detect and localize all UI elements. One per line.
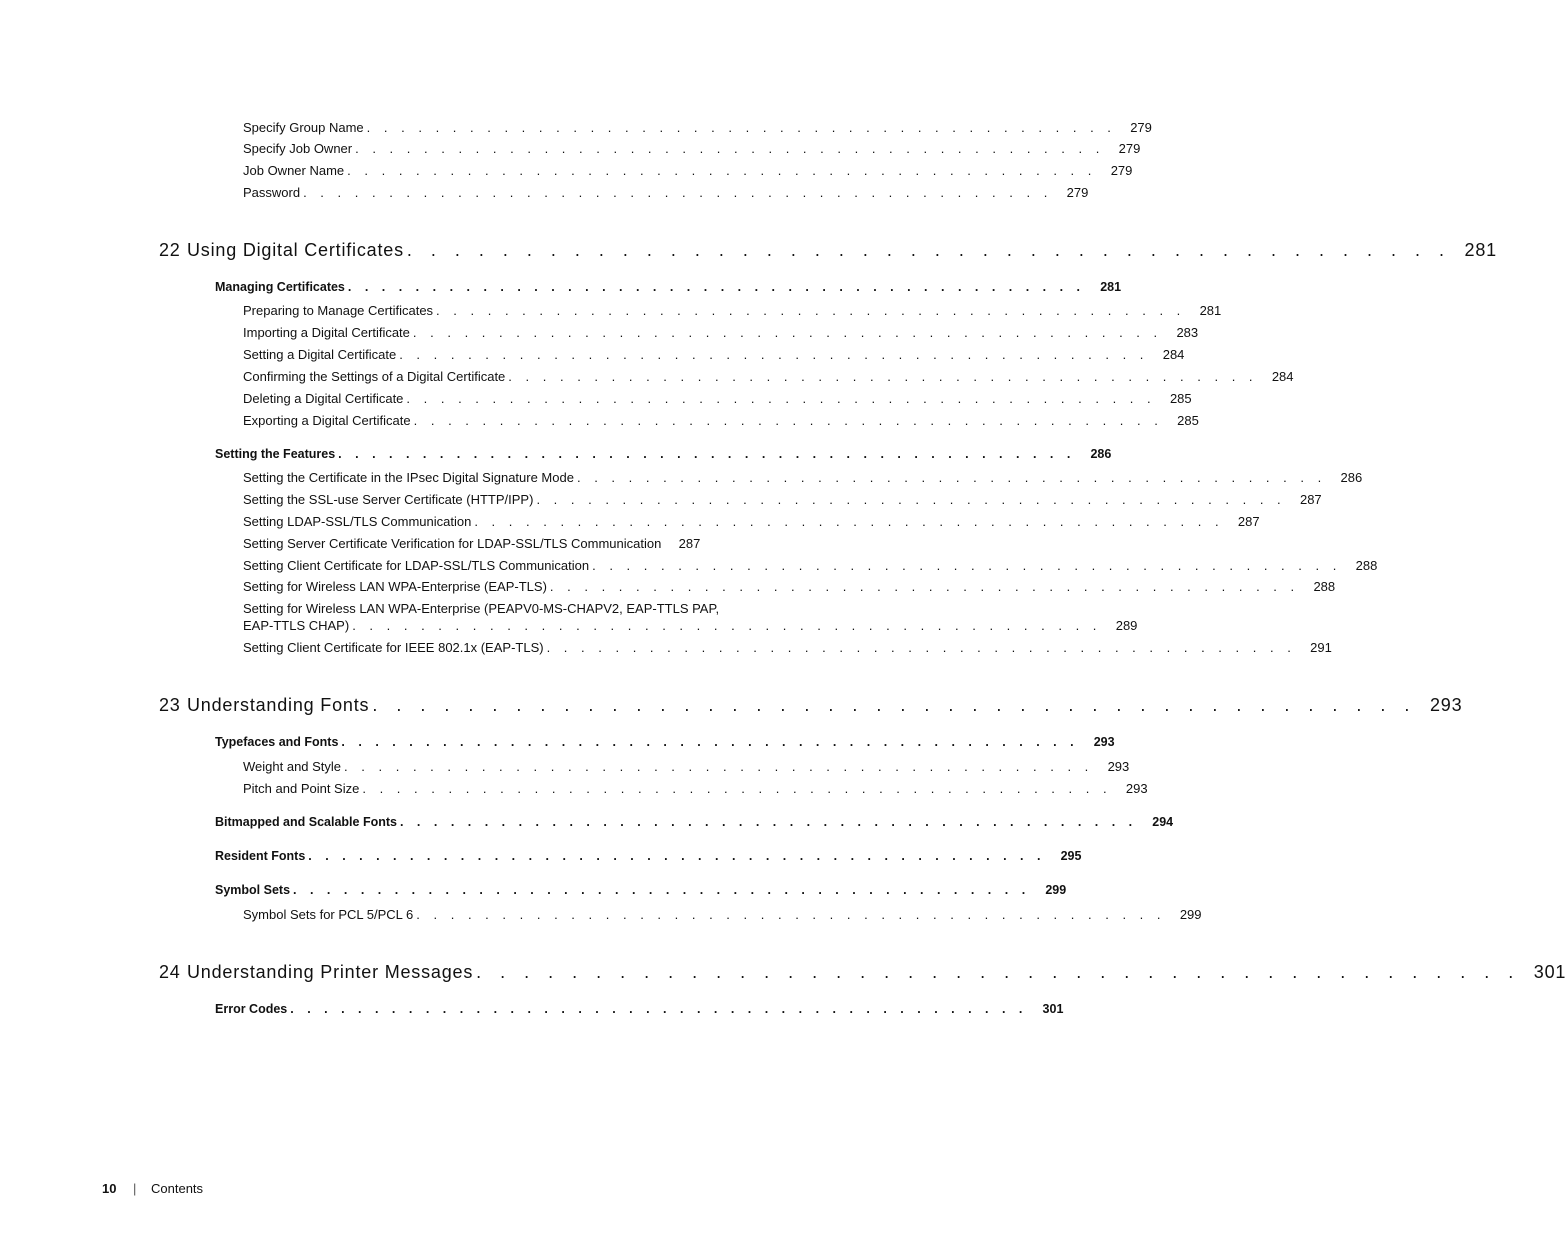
- toc-entry[interactable]: [243, 781, 1148, 796]
- chapter-title: Understanding Fonts: [187, 695, 370, 715]
- toc-chapter-23[interactable]: [159, 695, 1463, 716]
- toc-entry[interactable]: [243, 347, 1185, 362]
- toc-entry[interactable]: [243, 120, 1152, 135]
- chapter-number: 23: [159, 695, 181, 715]
- toc-entry-page: 284: [1271, 369, 1294, 384]
- toc-section-page: 294: [1152, 815, 1174, 829]
- toc-entry[interactable]: [243, 536, 701, 551]
- leader-dots: . . . . . . . . . . . . . . . . . . . . . . . . . . . . . . . . . . . . . . . . . . . .: [549, 579, 1300, 594]
- toc-entry-title: Symbol Sets for PCL 5/PCL 6: [243, 907, 414, 922]
- toc-entry[interactable]: [243, 185, 1089, 200]
- toc-entry-page: 287: [1237, 514, 1260, 529]
- leader-dots: . . . . . . . . . . . . . . . . . . . . . . . . . . . . . . . . . . . . . . . . . . . .: [576, 470, 1327, 485]
- chapter-title: Understanding Printer Messages: [187, 962, 474, 982]
- leader-dots: . . . . . . . . . . . . . . . . . . . . . . . . . . . . . . . . . . . . . . . . . . . .: [366, 120, 1116, 135]
- leader-dots: . . . . . . . . . . . . . . . . . . . . . . . . . . . . . . . . . . . . . . . . . . . .: [474, 514, 1224, 529]
- chapter-number: 22: [159, 240, 181, 260]
- toc-entry-page: 279: [1130, 120, 1152, 135]
- toc-entry[interactable]: [243, 640, 1332, 655]
- toc-entry-title: Setting Client Certificate for IEEE 802.1x (EAP-TLS): [243, 640, 544, 655]
- leader-dots: . . . . . . . . . . . . . . . . . . . . . . . . . . . . . . . . . . . . . . . . . . . .: [372, 695, 1417, 715]
- toc-section[interactable]: [215, 447, 1112, 461]
- toc-section-page: 301: [1042, 1002, 1064, 1016]
- toc-section-title: Resident Fonts: [215, 849, 306, 863]
- toc-entry-title: Job Owner Name: [243, 163, 345, 178]
- leader-dots: . . . . . . . . . . . . . . . . . . . . . . . . . . . . . . . . . . . . . . . . . . . .: [399, 347, 1149, 362]
- toc-section-page: 295: [1060, 849, 1082, 863]
- toc-entry-page: 279: [1066, 185, 1089, 200]
- toc-section-page: 286: [1090, 447, 1112, 461]
- leader-dots: . . . . . . . . . . . . . . . . . . . . . . . . . . . . . . . . . . . . . . . . . . . .: [347, 280, 1086, 294]
- toc-section-page: 293: [1093, 735, 1115, 749]
- toc-entry[interactable]: [243, 907, 1202, 922]
- leader-dots: . . . . . . . . . . . . . . . . . . . . . . . . . . . . . . . . . . . . . . . . . . . .: [352, 618, 1102, 633]
- toc-section[interactable]: [215, 735, 1115, 749]
- leader-dots: . . . . . . . . . . . . . . . . . . . . . . . . . . . . . . . . . . . . . . . . . . . .: [406, 391, 1156, 406]
- leader-dots: . . . . . . . . . . . . . . . . . . . . . . . . . . . . . . . . . . . . . . . . . . . .: [412, 325, 1163, 340]
- toc-entry-title: Setting the SSL-use Server Certificate (HTTP/IPP): [243, 492, 534, 507]
- leader-dots: . . . . . . . . . . . . . . . . . . . . . . . . . . . . . . . . . . . . . . . . . . . .: [592, 558, 1342, 573]
- chapter-page: 293: [1429, 695, 1463, 715]
- toc-entry-page: 283: [1176, 325, 1199, 340]
- toc-section[interactable]: [215, 815, 1174, 829]
- toc-section-title: Typefaces and Fonts: [215, 735, 339, 749]
- toc-entry-title: Deleting a Digital Certificate: [243, 391, 404, 406]
- toc-entry-page: 286: [1340, 470, 1363, 485]
- toc-section-page: 281: [1100, 280, 1122, 294]
- chapter-title: Using Digital Certificates: [187, 240, 404, 260]
- leader-dots: . . . . . . . . . . . . . . . . . . . . . . . . . . . . . . . . . . . . . . . . . . . .: [436, 303, 1186, 318]
- toc-entry-title: Pitch and Point Size: [243, 781, 360, 796]
- toc-entry-page: 299: [1179, 907, 1202, 922]
- toc-entry-page: 288: [1355, 558, 1378, 573]
- toc-entry-title: Exporting a Digital Certificate: [243, 413, 411, 428]
- toc-entry[interactable]: [243, 369, 1294, 384]
- toc-section-page: 299: [1045, 883, 1067, 897]
- toc-section-title: Bitmapped and Scalable Fonts: [215, 815, 397, 829]
- toc-entry-title-line1[interactable]: Setting for Wireless LAN WPA-Enterprise (PEAPV0-MS-CHAPV2, EAP-TTLS PAP,: [243, 601, 720, 616]
- toc-entry-title: Password: [243, 185, 301, 200]
- toc-entry[interactable]: [243, 141, 1141, 156]
- toc-entry-page: 279: [1110, 163, 1133, 178]
- leader-dots: . . . . . . . . . . . . . . . . . . . . . . . . . . . . . . . . . . . . . . . . . . . .: [341, 735, 1079, 749]
- toc-entry-page: 293: [1107, 759, 1130, 774]
- toc-entry[interactable]: [243, 558, 1378, 573]
- leader-dots: . . . . . . . . . . . . . . . . . . . . . . . . . . . . . . . . . . . . . . . . . . . .: [303, 185, 1053, 200]
- toc-entry-title: Setting the Certificate in the IPsec Digital Signature Mode: [243, 470, 574, 485]
- leader-dots: . . . . . . . . . . . . . . . . . . . . . . . . . . . . . . . . . . . . . . . . . . . .: [338, 447, 1076, 461]
- toc-entry[interactable]: [243, 325, 1199, 340]
- leader-dots: . . . . . . . . . . . . . . . . . . . . . . . . . . . . . . . . . . . . . . . . . . . .: [476, 962, 1521, 982]
- toc-entry-page: 285: [1169, 391, 1192, 406]
- page-number: 10: [102, 1181, 117, 1196]
- toc-section[interactable]: [215, 883, 1067, 897]
- toc-entry-title: Importing a Digital Certificate: [243, 325, 410, 340]
- toc-entry-title: EAP-TTLS CHAP): [243, 618, 350, 633]
- toc-entry-title: Preparing to Manage Certificates: [243, 303, 434, 318]
- toc-section-title: Symbol Sets: [215, 883, 291, 897]
- toc-entry[interactable]: [243, 303, 1222, 318]
- chapter-page: 281: [1464, 240, 1497, 260]
- toc-entry[interactable]: [243, 391, 1192, 406]
- toc-section[interactable]: [215, 1002, 1064, 1016]
- toc-entry[interactable]: [243, 492, 1322, 507]
- leader-dots: . . . . . . . . . . . . . . . . . . . . . . . . . . . . . . . . . . . . . . . . . . . .: [406, 240, 1451, 260]
- toc-entry[interactable]: [243, 470, 1363, 485]
- toc-entry-page: 281: [1199, 303, 1222, 318]
- leader-dots: . . . . . . . . . . . . . . . . . . . . . . . . . . . . . . . . . . . . . . . . . . . .: [347, 163, 1097, 178]
- toc-section[interactable]: [215, 849, 1082, 863]
- toc-section-title: Setting the Features: [215, 447, 336, 461]
- toc-entry-title: Confirming the Settings of a Digital Certificate: [243, 369, 506, 384]
- toc-entry[interactable]: [243, 579, 1336, 594]
- toc-entry-title: Setting Client Certificate for LDAP-SSL/TLS Communication: [243, 558, 590, 573]
- leader-dots: . . . . . . . . . . . . . . . . . . . . . . . . . . . . . . . . . . . . . . . . . . . .: [536, 492, 1286, 507]
- toc-entry-title: Specify Group Name: [243, 120, 364, 135]
- chapter-number: 24: [159, 962, 181, 982]
- toc-entry-title: Weight and Style: [243, 759, 342, 774]
- toc-entry-title: Setting for Wireless LAN WPA-Enterprise (EAP-TLS): [243, 579, 547, 594]
- leader-dots: . . . . . . . . . . . . . . . . . . . . . . . . . . . . . . . . . . . . . . . . . . . .: [355, 141, 1105, 156]
- footer-section-label: Contents: [151, 1181, 204, 1196]
- leader-dots: . . . . . . . . . . . . . . . . . . . . . . . . . . . . . . . . . . . . . . . . . . . .: [413, 413, 1163, 428]
- leader-dots: . . . . . . . . . . . . . . . . . . . . . . . . . . . . . . . . . . . . . . . . . . . .: [290, 1002, 1028, 1016]
- leader-dots: . . . . . . . . . . . . . . . . . . . . . . . . . . . . . . . . . . . . . . . . . . . .: [546, 640, 1296, 655]
- toc-entry[interactable]: [243, 514, 1260, 529]
- leader-dots: . . . . . . . . . . . . . . . . . . . . . . . . . . . . . . . . . . . . . . . . . . . .: [344, 759, 1094, 774]
- toc-entry-page: 291: [1310, 640, 1332, 655]
- toc-entry-page: 288: [1313, 579, 1336, 594]
- leader-dots: . . . . . . . . . . . . . . . . . . . . . . . . . . . . . . . . . . . . . . . . . . . .: [362, 781, 1112, 796]
- toc-entry-title: Specify Job Owner: [243, 141, 353, 156]
- leader-dots: . . . . . . . . . . . . . . . . . . . . . . . . . . . . . . . . . . . . . . . . . . . .: [308, 849, 1046, 863]
- toc-chapter-22[interactable]: [159, 240, 1497, 261]
- toc-chapter-24[interactable]: [159, 962, 1566, 983]
- toc-entry-page: 287: [1299, 492, 1322, 507]
- toc-section[interactable]: [215, 280, 1122, 294]
- toc-section-title: Error Codes: [215, 1002, 288, 1016]
- toc-entry-page: 284: [1162, 347, 1185, 362]
- footer-separator: |: [133, 1181, 137, 1196]
- toc-entry-page: 293: [1125, 781, 1148, 796]
- toc-entry[interactable]: [243, 413, 1199, 428]
- toc-section-title: Managing Certificates: [215, 280, 345, 294]
- leader-dots: . . . . . . . . . . . . . . . . . . . . . . . . . . . . . . . . . . . . . . . . . . . .: [416, 907, 1166, 922]
- toc-entry-page: 287: [678, 536, 701, 551]
- leader-dots: . . . . . . . . . . . . . . . . . . . . . . . . . . . . . . . . . . . . . . . . . . . .: [508, 369, 1258, 384]
- leader-dots: . . . . . . . . . . . . . . . . . . . . . . . . . . . . . . . . . . . . . . . . . . . .: [399, 815, 1138, 829]
- toc-entry[interactable]: [243, 618, 1138, 633]
- toc-entry-page: 285: [1177, 413, 1199, 428]
- chapter-page: 301: [1533, 962, 1566, 982]
- toc-entry[interactable]: [243, 759, 1130, 774]
- leader-dots: . . . . . . . . . . . . . . . . . . . . . . . . . . . . . . . . . . . . . . . . . . . .: [293, 883, 1031, 897]
- toc-entry-title: Setting LDAP-SSL/TLS Communication: [243, 514, 472, 529]
- toc-entry[interactable]: [243, 163, 1133, 178]
- toc-entry-title: Setting a Digital Certificate: [243, 347, 397, 362]
- toc-entry-page: 289: [1115, 618, 1138, 633]
- toc-entry-title: Setting Server Certificate Verification for LDAP-SSL/TLS Communication: [243, 536, 662, 551]
- toc-entry-page: 279: [1118, 141, 1141, 156]
